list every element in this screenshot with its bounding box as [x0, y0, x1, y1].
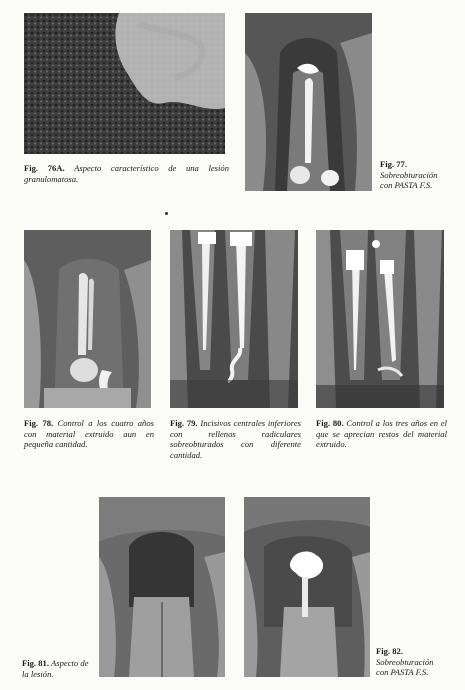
page-dot-mark [165, 212, 168, 215]
figure-82-image [244, 497, 370, 677]
figure-81-caption [22, 658, 92, 679]
figure-caption-text: Sobreobturación con PASTA F.S. [376, 656, 434, 677]
figure-number: Fig. 76A. [24, 163, 65, 173]
figure-caption-text: Aspecto característico de una lesión granulomatosa. [24, 163, 229, 184]
figure-77-image [245, 13, 372, 191]
figure-number: Fig. 77. [380, 159, 407, 169]
figure-81-image [99, 497, 225, 677]
figure-77-caption [380, 159, 448, 191]
figure-79-caption [170, 418, 301, 460]
figure-caption-text: Incisivos centrales inferiores con rellenos radiculares sobreobturados con diferente cantidad. [170, 418, 301, 460]
figure-80-caption [316, 418, 447, 450]
figure-number: Fig. 82. [376, 646, 403, 656]
figure-76a-caption [24, 163, 229, 184]
figure-caption-text: Control a los cuatro años con material extruido aun en pequeña cantidad. [24, 418, 154, 449]
figure-78-caption [24, 418, 154, 450]
figure-78-image [24, 230, 151, 408]
figure-caption-text: Aspecto de la lesión. [22, 658, 89, 679]
figure-80-image [316, 230, 444, 408]
figure-caption-text: Sobreobturación con PASTA F.S. [380, 169, 438, 190]
figure-82-caption [376, 646, 446, 678]
figure-caption-text: Control a los tres años en el que se aprecian restos del material extruido. [316, 418, 448, 449]
figure-number: Fig. 80. [316, 418, 344, 428]
figure-76a-image [24, 13, 225, 154]
figure-number: Fig. 79. [170, 418, 198, 428]
figure-79-image [170, 230, 298, 408]
figure-number: Fig. 81. [22, 658, 49, 668]
figure-number: Fig. 78. [24, 418, 54, 428]
